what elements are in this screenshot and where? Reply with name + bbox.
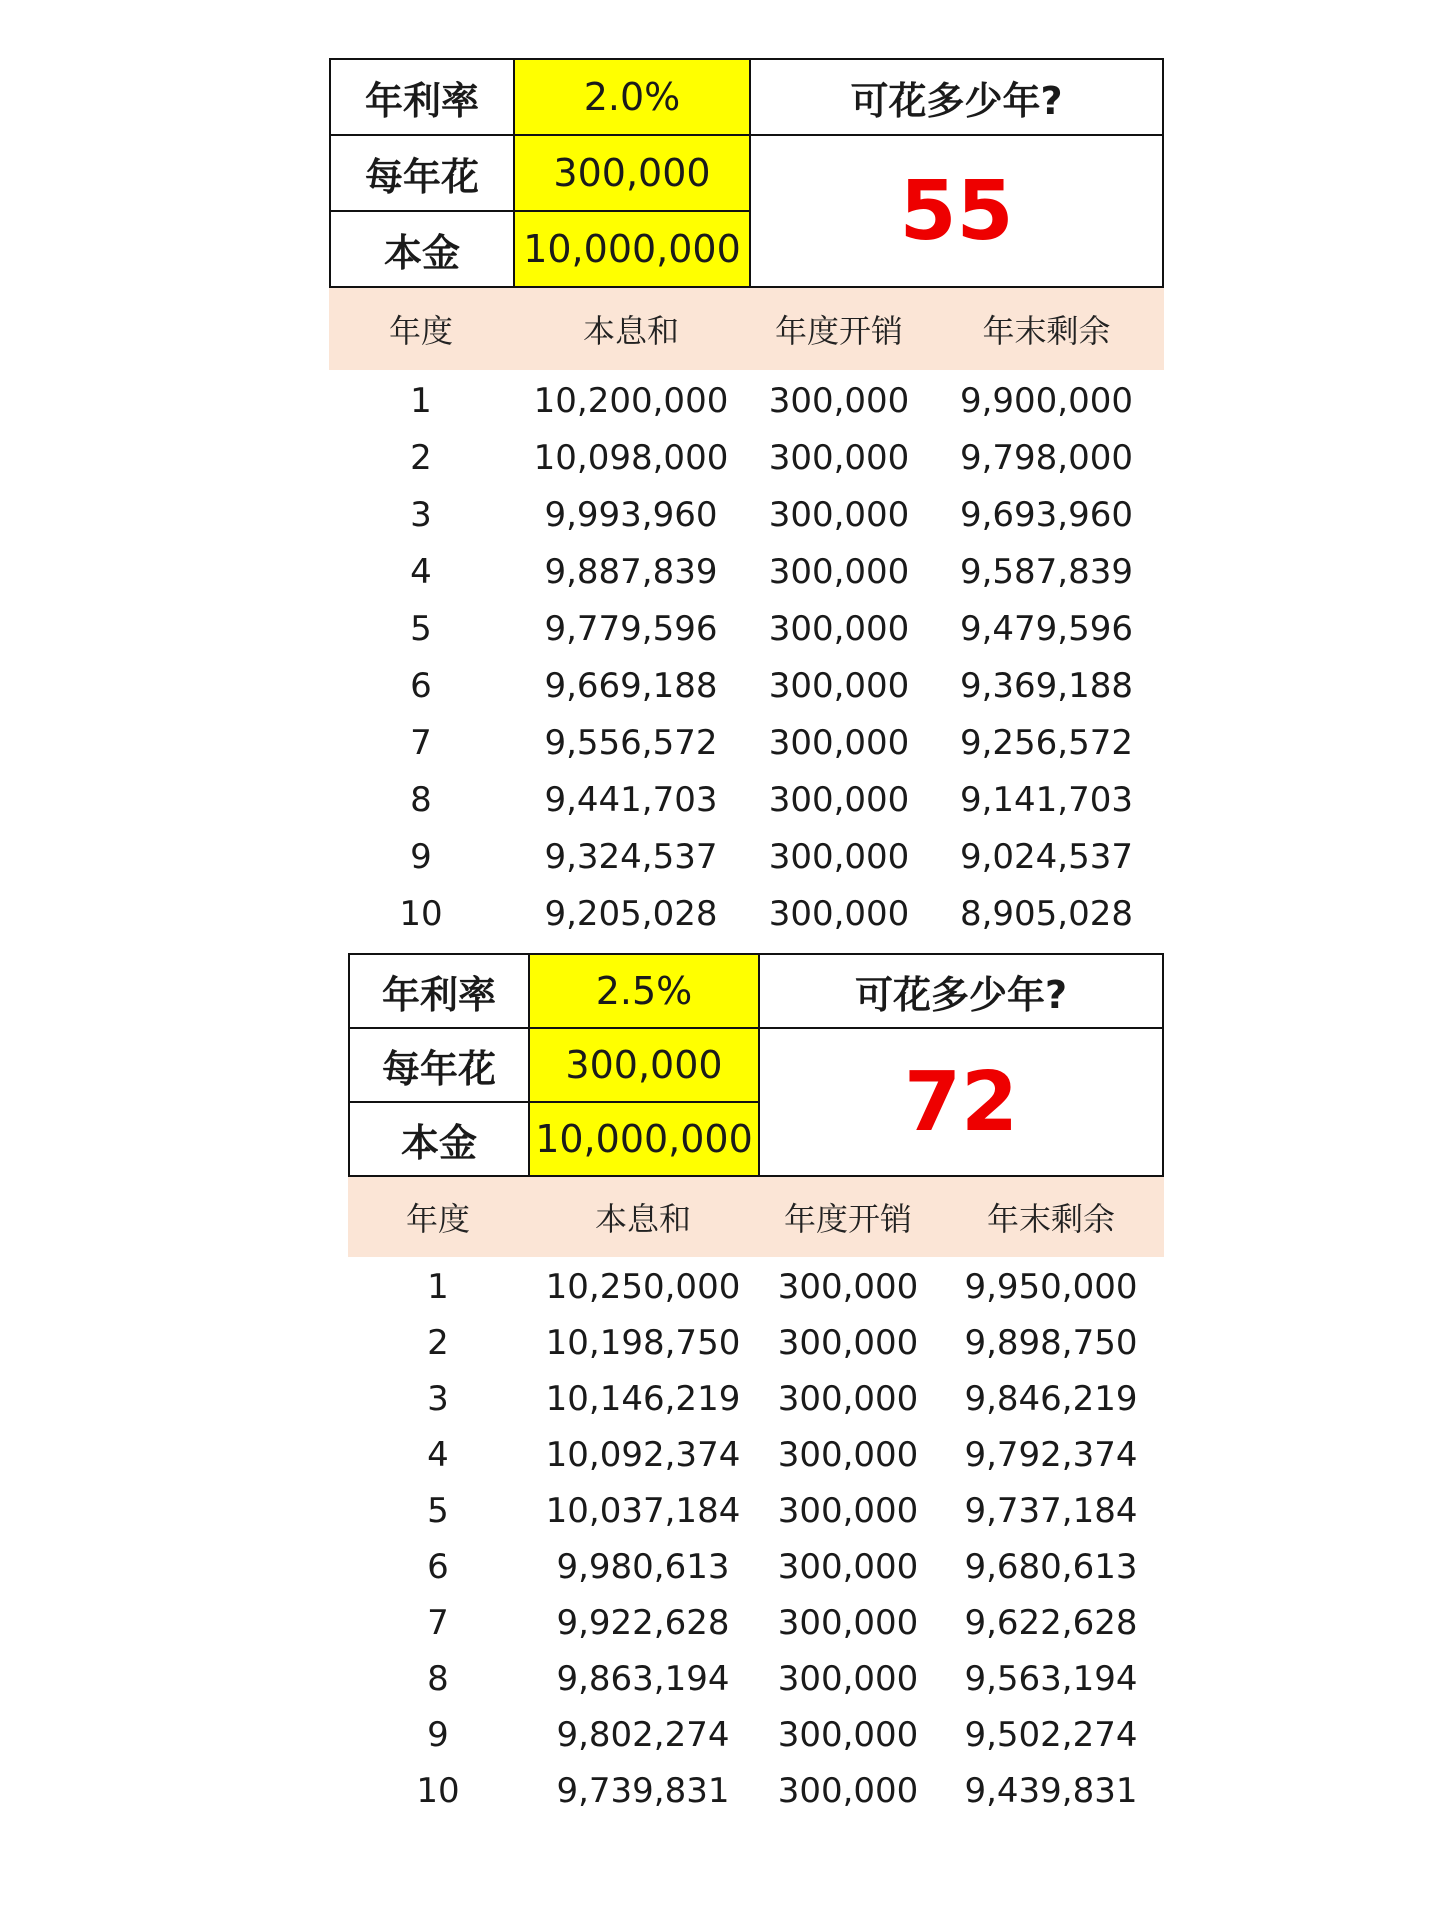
cell-remain: 9,369,188 [959, 665, 1134, 706]
cell-year: 8 [410, 779, 432, 820]
cell-year: 10 [399, 893, 443, 934]
cell-spend: 300,000 [777, 1547, 919, 1587]
header-year-end-balance: 年末剩余 [982, 312, 1111, 350]
cell-total: 9,980,613 [556, 1547, 730, 1587]
table-row [348, 1539, 1164, 1595]
cell-remain: 9,693,960 [959, 494, 1134, 535]
cell-remain: 9,898,750 [964, 1323, 1138, 1363]
table-row [329, 771, 1164, 828]
cell-total: 9,324,537 [544, 836, 718, 877]
header-year-end-balance: 年末剩余 [986, 1200, 1115, 1238]
cell-remain: 8,905,028 [959, 893, 1134, 934]
cell-spend: 300,000 [777, 1771, 919, 1811]
cell-remain: 9,479,596 [959, 608, 1134, 649]
cell-spend: 300,000 [777, 1715, 919, 1755]
cell-remain: 9,587,839 [959, 551, 1134, 592]
cell-year: 3 [427, 1379, 449, 1419]
rate-value[interactable]: 2.5% [530, 955, 760, 1029]
cell-spend: 300,000 [768, 665, 910, 706]
header-year: 年度 [388, 312, 453, 350]
table-row [329, 714, 1164, 771]
table-row [348, 1371, 1164, 1427]
table-row [348, 1259, 1164, 1315]
table-header [329, 288, 1164, 370]
cell-total: 10,250,000 [545, 1267, 741, 1307]
cell-total: 9,887,839 [544, 551, 718, 592]
table-header [348, 1177, 1164, 1257]
table-row [348, 1707, 1164, 1763]
cell-remain: 9,846,219 [964, 1379, 1138, 1419]
cell-year: 10 [416, 1771, 460, 1811]
cell-total: 9,205,028 [544, 893, 718, 934]
header-annual-spend: 年度开销 [783, 1200, 912, 1238]
parameter-box [329, 58, 1164, 288]
table-row [329, 543, 1164, 600]
question-label: 可花多少年? [760, 955, 1162, 1029]
spend-value[interactable]: 300,000 [530, 1029, 760, 1103]
cell-remain: 9,024,537 [959, 836, 1134, 877]
cell-spend: 300,000 [768, 722, 910, 763]
cell-year: 7 [410, 722, 432, 763]
cell-year: 9 [427, 1715, 449, 1755]
cell-spend: 300,000 [777, 1603, 919, 1643]
cell-remain: 9,950,000 [964, 1267, 1138, 1307]
cell-year: 3 [410, 494, 432, 535]
table-row [329, 657, 1164, 714]
table-row [329, 372, 1164, 429]
table-row [348, 1427, 1164, 1483]
cell-spend: 300,000 [768, 380, 910, 421]
table-row [348, 1315, 1164, 1371]
cell-total: 10,037,184 [545, 1491, 741, 1531]
cell-remain: 9,439,831 [964, 1771, 1138, 1811]
cell-spend: 300,000 [768, 551, 910, 592]
cell-spend: 300,000 [768, 437, 910, 478]
table-row [329, 600, 1164, 657]
cell-remain: 9,256,572 [959, 722, 1134, 763]
cell-spend: 300,000 [777, 1659, 919, 1699]
cell-year: 5 [410, 608, 432, 649]
cell-total: 10,098,000 [533, 437, 729, 478]
cell-year: 4 [427, 1435, 449, 1475]
cell-total: 10,198,750 [545, 1323, 741, 1363]
header-year: 年度 [405, 1200, 470, 1238]
table-row [329, 885, 1164, 942]
cell-spend: 300,000 [777, 1435, 919, 1475]
table-row [348, 1483, 1164, 1539]
cell-spend: 300,000 [768, 494, 910, 535]
cell-year: 2 [427, 1323, 449, 1363]
spend-label: 每年花 [350, 1029, 530, 1103]
cell-spend: 300,000 [777, 1491, 919, 1531]
cell-total: 10,200,000 [533, 380, 729, 421]
table-row [329, 429, 1164, 486]
cell-spend: 300,000 [777, 1379, 919, 1419]
cell-year: 4 [410, 551, 432, 592]
cell-total: 10,146,219 [545, 1379, 741, 1419]
principal-value[interactable]: 10,000,000 [515, 212, 751, 286]
question-label: 可花多少年? [751, 60, 1162, 136]
cell-year: 2 [410, 437, 432, 478]
rate-value[interactable]: 2.0% [515, 60, 751, 136]
cell-spend: 300,000 [768, 836, 910, 877]
cell-year: 6 [427, 1547, 449, 1587]
cell-remain: 9,502,274 [964, 1715, 1138, 1755]
table-row [348, 1763, 1164, 1819]
table-row [348, 1651, 1164, 1707]
cell-spend: 300,000 [777, 1323, 919, 1363]
cell-remain: 9,737,184 [964, 1491, 1138, 1531]
cell-year: 8 [427, 1659, 449, 1699]
cell-total: 9,779,596 [544, 608, 718, 649]
cell-total: 9,922,628 [556, 1603, 730, 1643]
spend-value[interactable]: 300,000 [515, 136, 751, 212]
cell-total: 9,556,572 [544, 722, 718, 763]
principal-label: 本金 [331, 212, 515, 286]
cell-spend: 300,000 [768, 779, 910, 820]
cell-year: 9 [410, 836, 432, 877]
cell-spend: 300,000 [777, 1267, 919, 1307]
cell-remain: 9,792,374 [964, 1435, 1138, 1475]
answer-years: 55 [899, 163, 1014, 259]
cell-remain: 9,798,000 [959, 437, 1134, 478]
header-annual-spend: 年度开销 [774, 312, 903, 350]
cell-remain: 9,900,000 [959, 380, 1134, 421]
answer-years: 72 [903, 1054, 1019, 1150]
cell-spend: 300,000 [768, 608, 910, 649]
scenario-block-1 [329, 58, 1164, 934]
cell-year: 5 [427, 1491, 449, 1531]
table-row [348, 1595, 1164, 1651]
cell-remain: 9,563,194 [964, 1659, 1138, 1699]
cell-total: 9,739,831 [556, 1771, 730, 1811]
table-body [348, 1257, 1164, 1819]
table-row [329, 486, 1164, 543]
principal-value[interactable]: 10,000,000 [530, 1103, 760, 1175]
cell-total: 10,092,374 [545, 1435, 741, 1475]
header-total: 本息和 [594, 1200, 691, 1238]
header-total: 本息和 [582, 312, 679, 350]
cell-remain: 9,622,628 [964, 1603, 1138, 1643]
parameter-box [348, 953, 1164, 1177]
rate-label: 年利率 [331, 60, 515, 136]
cell-total: 9,993,960 [544, 494, 718, 535]
cell-total: 9,669,188 [544, 665, 718, 706]
cell-year: 6 [410, 665, 432, 706]
cell-year: 1 [410, 380, 432, 421]
spend-label: 每年花 [331, 136, 515, 212]
cell-total: 9,441,703 [544, 779, 718, 820]
cell-total: 9,802,274 [556, 1715, 730, 1755]
cell-year: 1 [427, 1267, 449, 1307]
cell-year: 7 [427, 1603, 449, 1643]
principal-label: 本金 [350, 1103, 530, 1175]
cell-total: 9,863,194 [556, 1659, 730, 1699]
cell-remain: 9,680,613 [964, 1547, 1138, 1587]
rate-label: 年利率 [350, 955, 530, 1029]
table-row [329, 828, 1164, 885]
cell-remain: 9,141,703 [959, 779, 1134, 820]
cell-spend: 300,000 [768, 893, 910, 934]
table-body [329, 370, 1164, 942]
scenario-block-2 [348, 953, 1164, 1823]
